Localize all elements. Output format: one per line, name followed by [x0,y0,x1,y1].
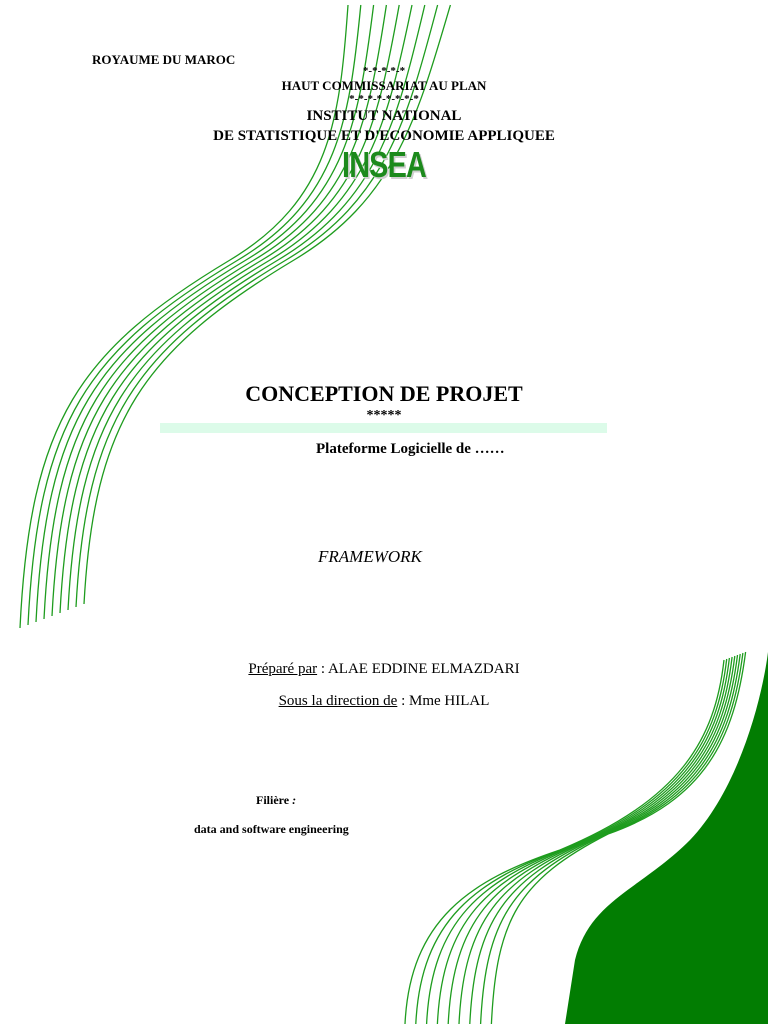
supervised-by-label: Sous la direction de [278,693,398,709]
separator-stars: *-*-*-*-* [362,65,406,77]
commission-label: HAUT COMMISSARIAT AU PLAN [281,78,487,93]
curve-line [448,656,735,1024]
program-label [256,793,296,808]
subtitle: Plateforme Logicielle de …… [316,441,505,457]
supervised-by-value: : Mme HILAL [397,693,490,709]
prepared-by-label: Préparé par [248,661,318,677]
prepared-by-value: : ALAE EDDINE ELMAZDARI [317,661,520,677]
title-underline-band [160,423,607,433]
curve-line [416,659,727,1024]
program-label-colon: : [289,793,297,807]
curve-line [437,657,732,1024]
curve-line [405,660,724,1024]
page-title: CONCEPTION DE PROJET [245,381,523,406]
topic-label: FRAMEWORK [318,547,422,566]
kingdom-label: ROYAUME DU MAROC [92,52,236,67]
institute-name-line1: INSTITUT NATIONAL [306,108,462,124]
curve-line [459,655,738,1024]
institute-name-line2: DE STATISTIQUE ET D'ECONOMIE APPLIQUEE [213,128,555,144]
insea-logo: INSEA [341,144,427,185]
program-value: data and software engineering [194,822,349,836]
separator-stars: *-*-*-*-*-*-*-* [349,93,419,105]
prepared-by [0,661,768,678]
curve-line [427,658,730,1024]
program-label-text: Filière [256,793,290,807]
title-stars: ***** [366,408,402,423]
supervised-by [0,693,768,710]
